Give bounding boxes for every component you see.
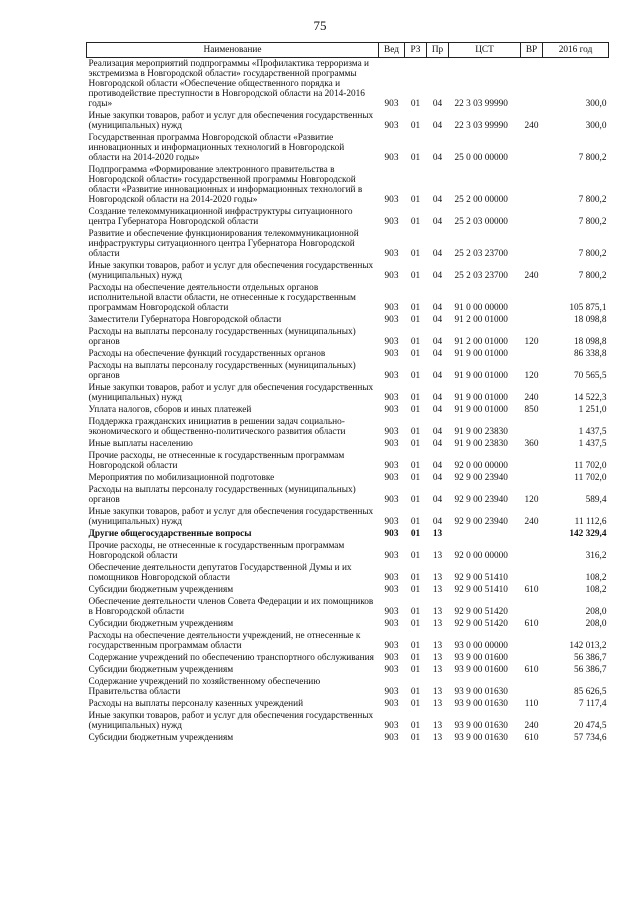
row-pr: 04 <box>432 153 443 163</box>
row-rz: 01 <box>410 315 421 325</box>
row-vr: 360 <box>524 439 539 449</box>
row-rz: 01 <box>410 607 421 617</box>
row-cst: 91 9 00 01000 <box>454 349 508 359</box>
row-vr: 610 <box>524 585 539 595</box>
row-pr: 04 <box>432 495 443 505</box>
table-row <box>87 206 609 228</box>
row-ved: 903 <box>384 573 399 583</box>
header-vr: ВР <box>521 43 543 58</box>
row-rz: 01 <box>410 337 421 347</box>
row-rz: 01 <box>410 461 421 471</box>
row-name: Обеспечение деятельности депутатов Государственной Думы и их помощников Новгородской области <box>88 563 352 583</box>
row-cst: 92 9 00 51420 <box>454 619 508 629</box>
header-ved: Вед <box>379 43 405 58</box>
row-pr: 04 <box>432 271 443 281</box>
row-rz: 01 <box>410 153 421 163</box>
row-amount: 7 800,2 <box>578 217 607 227</box>
row-rz: 01 <box>410 619 421 629</box>
row-cst: 91 9 00 01000 <box>454 405 508 415</box>
row-vr <box>521 58 543 111</box>
row-cst: 25 2 03 23700 <box>454 271 508 281</box>
row-ved: 903 <box>384 439 399 449</box>
row-vr: 610 <box>524 665 539 675</box>
row-vr: 610 <box>524 733 539 743</box>
row-pr: 04 <box>432 195 443 205</box>
row-vr: 120 <box>524 495 539 505</box>
row-vr: 240 <box>524 271 539 281</box>
row-vr <box>521 282 543 314</box>
table-row <box>87 438 609 450</box>
table-row <box>87 416 609 438</box>
row-vr <box>521 562 543 584</box>
row-pr: 13 <box>432 665 443 675</box>
table-row <box>87 664 609 676</box>
row-cst: 91 9 00 23830 <box>454 439 508 449</box>
table-row <box>87 382 609 404</box>
row-rz: 01 <box>410 473 421 483</box>
row-name: Расходы на выплаты персоналу государственных (муниципальных) органов <box>88 485 356 505</box>
row-amount: 589,4 <box>585 495 607 505</box>
row-name: Прочие расходы, не отнесенные к государственным программам Новгородской области <box>88 541 345 561</box>
row-pr: 04 <box>432 461 443 471</box>
table-row <box>87 472 609 484</box>
row-cst: 93 9 00 01630 <box>454 699 508 709</box>
row-vr: 610 <box>524 619 539 629</box>
row-pr: 04 <box>432 217 443 227</box>
table-row <box>87 710 609 732</box>
table-header-row <box>87 43 609 58</box>
row-cst: 92 9 00 51420 <box>454 607 508 617</box>
row-vr <box>521 630 543 652</box>
row-pr: 13 <box>432 733 443 743</box>
row-name: Обеспечение деятельности членов Совета Федерации и их помощников в Новгородской области <box>88 597 374 617</box>
row-ved: 903 <box>384 349 399 359</box>
row-amount: 108,2 <box>585 573 607 583</box>
row-name: Другие общегосударственные вопросы <box>88 529 252 539</box>
row-pr: 04 <box>432 121 443 131</box>
row-pr: 04 <box>432 303 443 313</box>
row-pr: 04 <box>432 337 443 347</box>
row-name: Заместители Губернатора Новгородской области <box>88 315 282 325</box>
row-ved: 903 <box>384 405 399 415</box>
row-cst: 91 2 00 01000 <box>454 337 508 347</box>
row-vr <box>521 596 543 618</box>
table-row <box>87 584 609 596</box>
row-vr <box>521 228 543 260</box>
table-row <box>87 110 609 132</box>
row-amount: 7 800,2 <box>578 249 607 259</box>
row-amount: 300,0 <box>585 121 607 131</box>
table-row <box>87 676 609 698</box>
row-pr: 04 <box>432 393 443 403</box>
row-name: Иные закупки товаров, работ и услуг для обеспечения государственных (муниципальных) нужд <box>88 383 374 403</box>
budget-table <box>86 42 609 744</box>
header-year: 2016 год <box>543 43 609 58</box>
row-amount: 142 329,4 <box>569 529 607 539</box>
row-ved: 903 <box>384 427 399 437</box>
row-pr: 04 <box>432 473 443 483</box>
row-amount: 316,2 <box>585 551 607 561</box>
row-name: Поддержка гражданских инициатив в решении задач социально-экономического и общественно-политического развития области <box>88 417 346 437</box>
row-name: Уплата налогов, сборов и иных платежей <box>88 405 252 415</box>
row-ved: 903 <box>384 607 399 617</box>
row-ved: 903 <box>384 687 399 697</box>
row-pr: 13 <box>432 619 443 629</box>
row-ved: 903 <box>384 495 399 505</box>
row-vr: 240 <box>524 721 539 731</box>
row-amount: 57 734,6 <box>573 733 607 743</box>
row-cst: 93 9 00 01600 <box>454 653 508 663</box>
row-name: Реализация мероприятий подпрограммы «Профилактика терроризма и экстремизма в Новгородской области» государственной программы Новгородской области «Обеспечение общественного порядка и противодействие преступности в Новгородской области на 2014-2016 годы» <box>88 59 369 109</box>
row-name: Иные закупки товаров, работ и услуг для обеспечения государственных (муниципальных) нужд <box>88 711 374 731</box>
row-vr: 240 <box>524 121 539 131</box>
row-pr: 04 <box>432 349 443 359</box>
row-vr <box>521 416 543 438</box>
row-pr: 13 <box>432 653 443 663</box>
table-row <box>87 630 609 652</box>
row-pr: 13 <box>432 721 443 731</box>
row-rz: 01 <box>410 99 421 109</box>
table-row <box>87 540 609 562</box>
row-pr: 13 <box>432 573 443 583</box>
row-amount: 18 098,8 <box>573 315 607 325</box>
row-name: Субсидии бюджетным учреждениям <box>88 665 234 675</box>
row-name: Иные закупки товаров, работ и услуг для обеспечения государственных (муниципальных) нужд <box>88 111 374 131</box>
row-vr <box>521 472 543 484</box>
row-rz: 01 <box>410 517 421 527</box>
row-pr: 04 <box>432 439 443 449</box>
row-vr <box>521 676 543 698</box>
row-cst: 92 0 00 00000 <box>454 551 508 561</box>
row-amount: 86 338,8 <box>573 349 607 359</box>
row-pr: 04 <box>432 427 443 437</box>
row-rz: 01 <box>410 665 421 675</box>
row-rz: 01 <box>410 427 421 437</box>
row-vr <box>521 132 543 164</box>
row-name: Расходы на обеспечение функций государственных органов <box>88 349 326 359</box>
row-amount: 85 626,5 <box>573 687 607 697</box>
row-ved: 903 <box>384 665 399 675</box>
table-row <box>87 260 609 282</box>
table-row <box>87 228 609 260</box>
table-row <box>87 360 609 382</box>
row-rz: 01 <box>410 551 421 561</box>
row-amount: 300,0 <box>585 99 607 109</box>
row-name: Субсидии бюджетным учреждениям <box>88 585 234 595</box>
row-cst: 91 9 00 01000 <box>454 371 508 381</box>
row-vr <box>521 528 543 540</box>
table-row <box>87 326 609 348</box>
row-amount: 1 437,5 <box>578 439 607 449</box>
row-vr: 240 <box>524 393 539 403</box>
row-ved: 903 <box>384 699 399 709</box>
row-ved: 903 <box>384 315 399 325</box>
row-rz: 01 <box>410 303 421 313</box>
row-rz: 01 <box>410 573 421 583</box>
row-ved: 903 <box>384 271 399 281</box>
row-ved: 903 <box>384 653 399 663</box>
row-rz: 01 <box>410 653 421 663</box>
row-vr: 110 <box>524 699 539 709</box>
row-rz: 01 <box>410 217 421 227</box>
row-name: Иные закупки товаров, работ и услуг для обеспечения государственных (муниципальных) нужд <box>88 507 374 527</box>
row-rz: 01 <box>410 271 421 281</box>
row-rz: 01 <box>410 349 421 359</box>
row-cst: 92 0 00 00000 <box>454 461 508 471</box>
row-amount: 11 702,0 <box>574 473 607 483</box>
row-name: Иные закупки товаров, работ и услуг для обеспечения государственных (муниципальных) нужд <box>88 261 374 281</box>
row-cst: 92 9 00 51410 <box>454 573 508 583</box>
row-name: Субсидии бюджетным учреждениям <box>88 619 234 629</box>
row-amount: 7 800,2 <box>578 271 607 281</box>
row-rz: 01 <box>410 687 421 697</box>
row-name: Прочие расходы, не отнесенные к государственным программам Новгородской области <box>88 451 345 471</box>
row-cst: 92 9 00 51410 <box>454 585 508 595</box>
row-amount: 208,0 <box>585 607 607 617</box>
row-amount: 56 386,7 <box>573 665 607 675</box>
row-pr: 13 <box>432 607 443 617</box>
row-ved: 903 <box>384 371 399 381</box>
row-pr: 04 <box>432 371 443 381</box>
table-row <box>87 450 609 472</box>
row-ved: 903 <box>384 641 399 651</box>
row-rz: 01 <box>410 721 421 731</box>
row-cst: 25 0 00 00000 <box>454 153 508 163</box>
page-number: 75 <box>313 18 327 33</box>
row-rz: 01 <box>410 393 421 403</box>
row-amount: 208,0 <box>585 619 607 629</box>
row-name: Содержание учреждений по обеспечению транспортного обслуживания <box>88 653 374 663</box>
row-pr: 13 <box>432 551 443 561</box>
row-cst: 91 9 00 01000 <box>454 393 508 403</box>
row-cst: 92 9 00 23940 <box>454 473 508 483</box>
row-ved: 903 <box>384 517 399 527</box>
header-name: Наименование <box>87 43 379 58</box>
row-pr: 04 <box>432 249 443 259</box>
row-rz: 01 <box>410 641 421 651</box>
table-row <box>87 132 609 164</box>
row-cst: 25 2 00 00000 <box>454 195 508 205</box>
row-ved: 903 <box>384 733 399 743</box>
row-cst: 93 9 00 01630 <box>454 721 508 731</box>
table-row <box>87 484 609 506</box>
header-rz: РЗ <box>405 43 427 58</box>
row-amount: 142 013,2 <box>569 641 607 651</box>
row-amount: 1 251,0 <box>578 405 607 415</box>
row-ved: 903 <box>384 529 399 539</box>
row-amount: 14 522,3 <box>573 393 607 403</box>
row-name: Иные выплаты населению <box>88 439 193 449</box>
row-ved: 903 <box>384 721 399 731</box>
row-ved: 903 <box>384 473 399 483</box>
table-row <box>87 314 609 326</box>
row-cst: 92 9 00 23940 <box>454 517 508 527</box>
row-cst: 25 2 03 23700 <box>454 249 508 259</box>
row-rz: 01 <box>410 405 421 415</box>
row-vr: 120 <box>524 371 539 381</box>
row-rz: 01 <box>410 733 421 743</box>
row-vr <box>521 540 543 562</box>
row-cst: 22 3 03 99990 <box>454 99 508 109</box>
row-name: Расходы на обеспечение деятельности учреждений, не отнесенные к государственным программам области <box>88 631 361 651</box>
row-pr: 04 <box>432 517 443 527</box>
header-cst: ЦСТ <box>449 43 521 58</box>
row-rz: 01 <box>410 121 421 131</box>
row-ved: 903 <box>384 551 399 561</box>
table-row <box>87 528 609 540</box>
row-name: Мероприятия по мобилизационной подготовке <box>88 473 275 483</box>
row-ved: 903 <box>384 195 399 205</box>
table-row <box>87 164 609 206</box>
row-pr: 13 <box>432 687 443 697</box>
row-rz: 01 <box>410 195 421 205</box>
row-ved: 903 <box>384 217 399 227</box>
row-vr <box>521 164 543 206</box>
row-ved: 903 <box>384 303 399 313</box>
row-pr: 13 <box>432 529 443 539</box>
table-row <box>87 506 609 528</box>
row-amount: 105 875,1 <box>569 303 607 313</box>
row-amount: 7 800,2 <box>578 153 607 163</box>
row-name: Субсидии бюджетным учреждениям <box>88 733 234 743</box>
row-vr: 850 <box>524 405 539 415</box>
row-vr <box>521 450 543 472</box>
row-cst: 22 3 03 99990 <box>454 121 508 131</box>
row-name: Расходы на выплаты персоналу государственных (муниципальных) органов <box>88 361 356 381</box>
row-rz: 01 <box>410 699 421 709</box>
row-vr: 240 <box>524 517 539 527</box>
row-name: Государственная программа Новгородской области «Развитие инновационных и информационных технологий в Новгородской области на 2014-2020 годы» <box>88 133 345 163</box>
row-amount: 7 117,4 <box>578 699 607 709</box>
row-rz: 01 <box>410 495 421 505</box>
row-cst: 92 9 00 23940 <box>454 495 508 505</box>
row-pr: 04 <box>432 405 443 415</box>
row-amount: 7 800,2 <box>578 195 607 205</box>
row-cst: 93 0 00 00000 <box>454 641 508 651</box>
table-row <box>87 404 609 416</box>
table-row <box>87 698 609 710</box>
table-row <box>87 732 609 744</box>
row-pr: 13 <box>432 585 443 595</box>
row-name: Развитие и обеспечение функционирования телекоммуникационной инфраструктуры ситуационного центра Губернатора Новгородской области <box>88 229 359 259</box>
row-cst: 93 9 00 01600 <box>454 665 508 675</box>
row-name: Создание телекоммуникационной инфраструктуры ситуационного центра Губернатора Новгородской области <box>88 207 353 227</box>
table-row <box>87 58 609 111</box>
row-cst: 91 0 00 00000 <box>454 303 508 313</box>
row-amount: 70 565,5 <box>573 371 607 381</box>
row-ved: 903 <box>384 249 399 259</box>
row-vr <box>521 206 543 228</box>
row-amount: 20 474,5 <box>573 721 607 731</box>
row-rz: 01 <box>410 439 421 449</box>
table-row <box>87 652 609 664</box>
row-pr: 13 <box>432 641 443 651</box>
row-ved: 903 <box>384 153 399 163</box>
row-ved: 903 <box>384 99 399 109</box>
row-name: Расходы на обеспечение деятельности отдельных органов исполнительной власти области, не отнесенные к государственным программам Новгородской области <box>88 283 356 313</box>
row-rz: 01 <box>410 529 421 539</box>
row-rz: 01 <box>410 249 421 259</box>
table-row <box>87 348 609 360</box>
row-name: Расходы на выплаты персоналу казенных учреждений <box>88 699 304 709</box>
row-vr <box>521 348 543 360</box>
row-pr: 04 <box>432 315 443 325</box>
row-amount: 1 437,5 <box>578 427 607 437</box>
row-cst: 91 9 00 23830 <box>454 427 508 437</box>
row-amount: 56 386,7 <box>573 653 607 663</box>
row-amount: 11 112,6 <box>574 517 607 527</box>
table-row <box>87 596 609 618</box>
row-amount: 11 702,0 <box>574 461 607 471</box>
row-rz: 01 <box>410 585 421 595</box>
row-vr: 120 <box>524 337 539 347</box>
row-amount: 108,2 <box>585 585 607 595</box>
row-cst: 93 9 00 01630 <box>454 733 508 743</box>
row-cst <box>449 528 521 540</box>
table-row <box>87 282 609 314</box>
row-rz: 01 <box>410 371 421 381</box>
row-vr <box>521 314 543 326</box>
table-row <box>87 618 609 630</box>
row-ved: 903 <box>384 393 399 403</box>
row-ved: 903 <box>384 461 399 471</box>
row-ved: 903 <box>384 121 399 131</box>
row-pr: 04 <box>432 99 443 109</box>
header-pr: Пр <box>427 43 449 58</box>
row-vr <box>521 652 543 664</box>
table-row <box>87 562 609 584</box>
row-name: Расходы на выплаты персоналу государственных (муниципальных) органов <box>88 327 356 347</box>
row-ved: 903 <box>384 337 399 347</box>
table-body <box>87 58 609 745</box>
row-pr: 13 <box>432 699 443 709</box>
row-ved: 903 <box>384 619 399 629</box>
row-cst: 93 9 00 01630 <box>454 687 508 697</box>
row-cst: 91 2 00 01000 <box>454 315 508 325</box>
row-amount: 18 098,8 <box>573 337 607 347</box>
row-ved: 903 <box>384 585 399 595</box>
row-cst: 25 2 03 00000 <box>454 217 508 227</box>
row-name: Содержание учреждений по хозяйственному обеспечению Правительства области <box>88 677 321 697</box>
row-name: Подпрограмма «Формирование электронного правительства в Новгородской области» государственной программы Новгородской области «Развитие инновационных и информационных технологий в Новгородской области на 2014-2020 годы» <box>88 165 363 205</box>
